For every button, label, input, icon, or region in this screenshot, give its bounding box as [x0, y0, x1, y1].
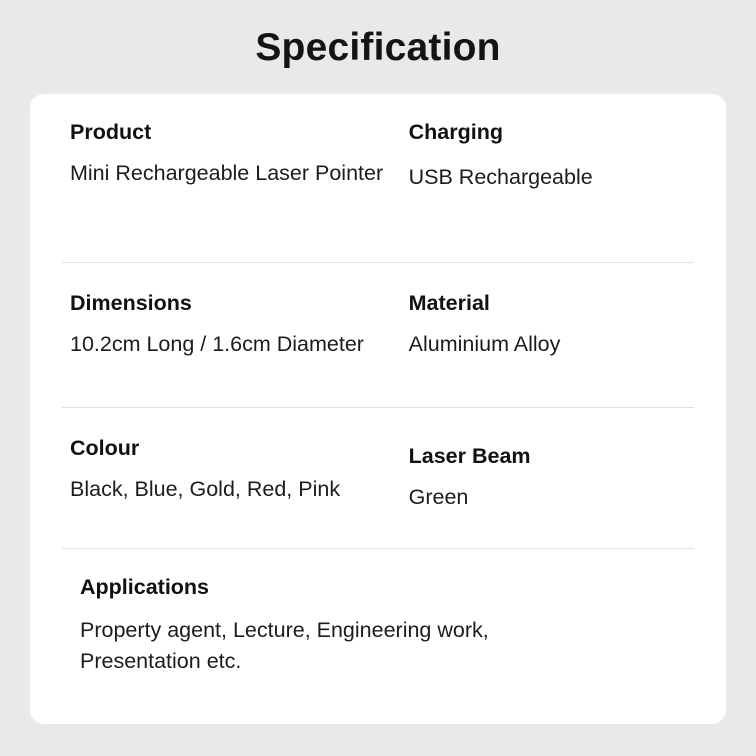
- spec-value-colour: Black, Blue, Gold, Red, Pink: [70, 476, 341, 501]
- spec-value-material: Aluminium Alloy: [408, 331, 561, 356]
- spec-value-applications: [62, 615, 694, 677]
- spec-label-laser-beam: Laser Beam: [408, 444, 531, 468]
- spec-row-colour: [62, 407, 694, 548]
- spec-label-charging: Charging: [408, 120, 503, 144]
- spec-cell-laser-beam: [391, 436, 694, 548]
- specification-card: [30, 94, 726, 724]
- applications-line-2: Presentation etc.: [80, 648, 242, 673]
- spec-value-product: Mini Rechargeable Laser Pointer: [70, 160, 384, 185]
- spec-row-applications: [62, 548, 694, 677]
- spec-label-material: Material: [408, 291, 490, 315]
- spec-cell-dimensions: [62, 291, 391, 407]
- spec-row-product: [62, 94, 694, 262]
- spec-value-charging: USB Rechargeable: [408, 164, 593, 189]
- spec-cell-charging: [391, 120, 694, 262]
- spec-value-dimensions: 10.2cm Long / 1.6cm Diameter: [70, 331, 364, 356]
- spec-cell-material: [391, 291, 694, 407]
- page-title: Specification: [255, 26, 501, 69]
- spec-label-product: Product: [70, 120, 152, 144]
- spec-label-colour: Colour: [70, 436, 140, 460]
- spec-cell-product: [62, 120, 391, 262]
- spec-label-dimensions: Dimensions: [70, 291, 192, 315]
- spec-value-laser-beam: Green: [408, 484, 469, 509]
- spec-label-applications: Applications: [80, 575, 210, 599]
- spec-row-dimensions: [62, 262, 694, 407]
- applications-line-1: Property agent, Lecture, Engineering work,: [80, 617, 489, 642]
- spec-cell-colour: [62, 436, 391, 548]
